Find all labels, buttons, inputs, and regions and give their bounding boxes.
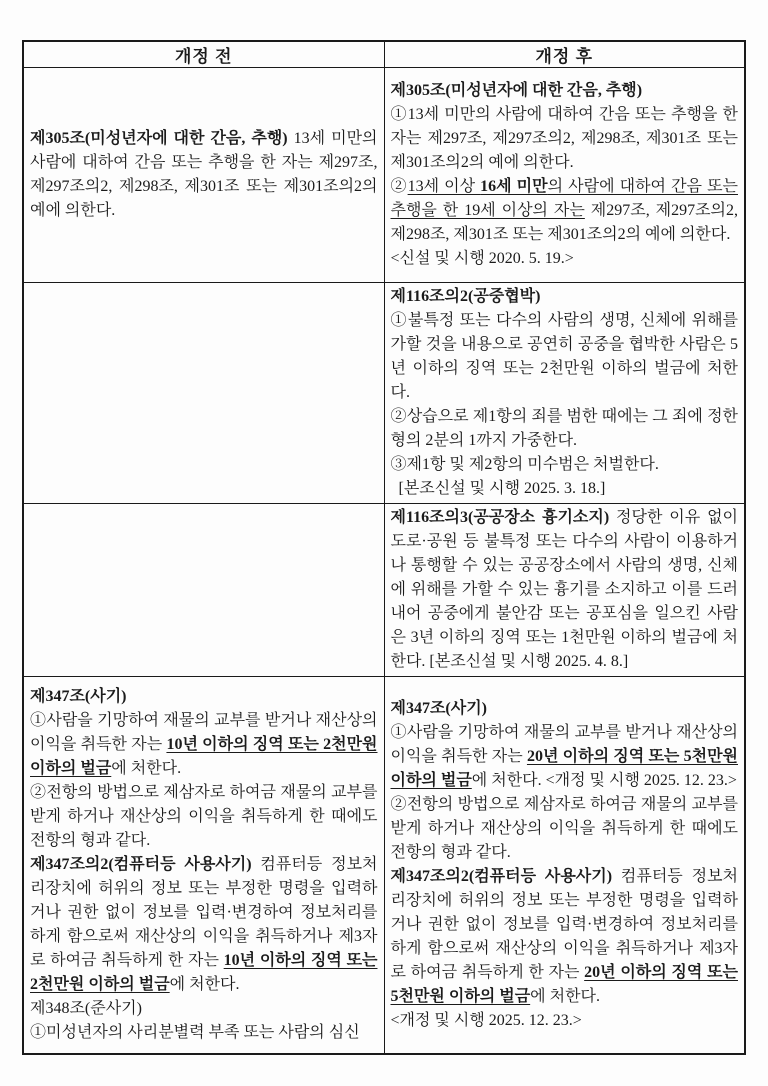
header-before: 개정 전 xyxy=(23,41,384,68)
table-body xyxy=(23,68,745,1054)
text-segment: 의 사람에 대하여 간음 또는 추행을 한 19세 이상의 자는 xyxy=(390,178,738,219)
text-segment: 제348조(준사기) xyxy=(30,999,142,1017)
law-paragraph xyxy=(391,865,739,1009)
table-row-1 xyxy=(23,68,745,283)
text-segment: ②상습으로 제1항의 죄를 범한 때에는 그 죄에 정한 형의 2분의 1까지 가중한다. xyxy=(390,408,738,449)
text-segment: 제347조의2(컴퓨터등 사용사기) xyxy=(390,867,621,885)
law-paragraph xyxy=(391,453,739,477)
text-segment: 제116조의3(공공장소 흉기소지) xyxy=(390,509,617,526)
text-segment: <개정 및 시행 2025. 12. 23.> xyxy=(390,1011,582,1029)
law-paragraph xyxy=(391,285,739,309)
cell-after-4 xyxy=(384,677,745,1054)
cell-before-3 xyxy=(23,504,384,677)
table-row-3 xyxy=(23,504,745,677)
text-segment: ①미성년자의 사리분별력 부족 또는 사람의 심신 xyxy=(30,1023,360,1041)
law-paragraph xyxy=(391,477,739,501)
law-paragraph xyxy=(391,506,739,674)
law-paragraph xyxy=(391,247,739,271)
text-segment: 컴퓨터등 정보처리장치에 허위의 정보 또는 부정한 명령을 입력하거나 권한 없이 정보를 입력·변경하여 정보처리를 하게 함으로써 재산상의 이익을 취득하거나 제3자로 하여금 취득하게 한 자는 xyxy=(30,855,378,969)
text-segment: 에 처한다. xyxy=(111,759,182,777)
text-segment: ②전항의 방법으로 제삼자로 하여금 재물의 교부를 받게 하거나 재산상의 이익을 취득하게 한 때에도 전항의 형과 같다. xyxy=(390,795,738,861)
text-segment: 제116조의2(공중협박) xyxy=(390,288,541,305)
text-segment: 제347조(사기) xyxy=(30,687,127,705)
text-segment: 20년 이하의 징역 또는 5천만원 이하의 벌금 xyxy=(390,963,738,1005)
cell-after-1 xyxy=(384,68,745,283)
text-segment: ①불특정 또는 다수의 사람의 생명, 신체에 위해를 가할 것을 내용으로 공연히 공중을 협박한 사람은 5년 이하의 징역 또는 2천만원 이하의 벌금에 처한다. xyxy=(390,312,738,401)
cell-after-3 xyxy=(384,504,745,677)
text-segment: 제347조(사기) xyxy=(390,699,487,717)
law-paragraph xyxy=(391,721,739,793)
law-paragraph xyxy=(391,309,739,405)
law-paragraph xyxy=(391,697,739,721)
text-segment: 10년 이하의 징역 또는 2천만원 이하의 벌금 xyxy=(30,951,378,993)
text-segment: 10년 이하의 징역 또는 2천만원 이하의 벌금 xyxy=(30,735,378,777)
table-row-4 xyxy=(23,677,745,1054)
text-segment: 컴퓨터등 정보처리장치에 허위의 정보 또는 부정한 명령을 입력하거나 권한 없이 정보를 입력·변경하여 정보처리를 하게 함으로써 재산상의 이익을 취득하거나 제3자로 하여금 취득하게 한 자는 xyxy=(390,867,738,981)
law-paragraph xyxy=(30,997,378,1021)
law-paragraph xyxy=(391,79,739,103)
cell-after-2 xyxy=(384,283,745,504)
text-segment: 13세 이상 xyxy=(407,178,481,195)
law-paragraph xyxy=(391,793,739,865)
table-header xyxy=(23,41,745,68)
header-row xyxy=(23,41,745,68)
text-segment: 제297조, 제297조의2, 제298조, 제301조 또는 제301조의2의 예에 의한다. xyxy=(390,202,739,243)
text-segment: [본조신설 및 시행 2025. 3. 18.] xyxy=(390,480,606,497)
text-segment: 에 처한다. xyxy=(169,975,240,993)
text-segment: ①사람을 기망하여 재물의 교부를 받거나 재산상의 이익을 취득한 자는 xyxy=(390,723,738,765)
text-segment: ② xyxy=(390,178,408,195)
text-segment: 20년 이하의 징역 또는 5천만원 이하의 벌금 xyxy=(390,747,738,789)
table-row-2 xyxy=(23,283,745,504)
law-paragraph xyxy=(30,709,378,781)
law-paragraph xyxy=(391,175,739,247)
header-after: 개정 후 xyxy=(384,41,745,68)
comparison-table xyxy=(22,40,746,1055)
text-segment: ①사람을 기망하여 재물의 교부를 받거나 재산상의 이익을 취득한 자는 xyxy=(30,711,378,753)
text-segment: <신설 및 시행 2020. 5. 19.> xyxy=(390,250,574,267)
text-segment: 16세 미만 xyxy=(480,178,548,195)
text-segment: 제305조(미성년자에 대한 간음, 추행) xyxy=(390,82,643,99)
text-segment: ②전항의 방법으로 제삼자로 하여금 재물의 교부를 받게 하거나 재산상의 이익을 취득하게 한 때에도 전항의 형과 같다. xyxy=(30,783,378,849)
law-paragraph xyxy=(391,1009,739,1033)
cell-before-2 xyxy=(23,283,384,504)
text-segment: 에 처한다. xyxy=(530,987,600,1005)
text-segment: 정당한 이유 없이 도로·공원 등 불특정 또는 다수의 사람이 이용하거나 통행할 수 있는 공공장소에서 사람의 생명, 신체에 위해를 가할 수 있는 흉기를 소지하고 이를 드러내어 공중에게 불안감 또는 공포심을 일으킨 사람은 3년 이하의 징역 또는 1천만원 이하의 벌금에 처한다. [본조신설 및 시행 2025. 4. 8.] xyxy=(390,509,738,670)
text-segment: ③제1항 및 제2항의 미수범은 처벌한다. xyxy=(390,456,659,473)
law-paragraph xyxy=(30,781,378,853)
law-paragraph xyxy=(30,127,378,223)
law-paragraph xyxy=(30,853,378,997)
law-paragraph xyxy=(391,405,739,453)
cell-before-1 xyxy=(23,68,384,283)
text-segment: 제347조의2(컴퓨터등 사용사기) xyxy=(30,855,261,873)
cell-before-4 xyxy=(23,677,384,1054)
law-paragraph xyxy=(391,103,739,175)
law-paragraph xyxy=(30,685,378,709)
text-segment: 에 처한다. <개정 및 시행 2025. 12. 23.> xyxy=(471,771,737,789)
text-segment: ①13세 미만의 사람에 대하여 간음 또는 추행을 한 자는 제297조, 제297조의2, 제298조, 제301조 또는 제301조의2의 예에 의한다. xyxy=(390,106,738,171)
text-segment: 13세 미만의 사람에 대하여 간음 또는 추행을 한 자는 제297조, 제297조의2, 제298조, 제301조 또는 제301조의2의 예에 의한다. xyxy=(30,130,378,219)
law-paragraph xyxy=(30,1021,378,1045)
text-segment: 제305조(미성년자에 대한 간음, 추행) xyxy=(30,130,294,147)
